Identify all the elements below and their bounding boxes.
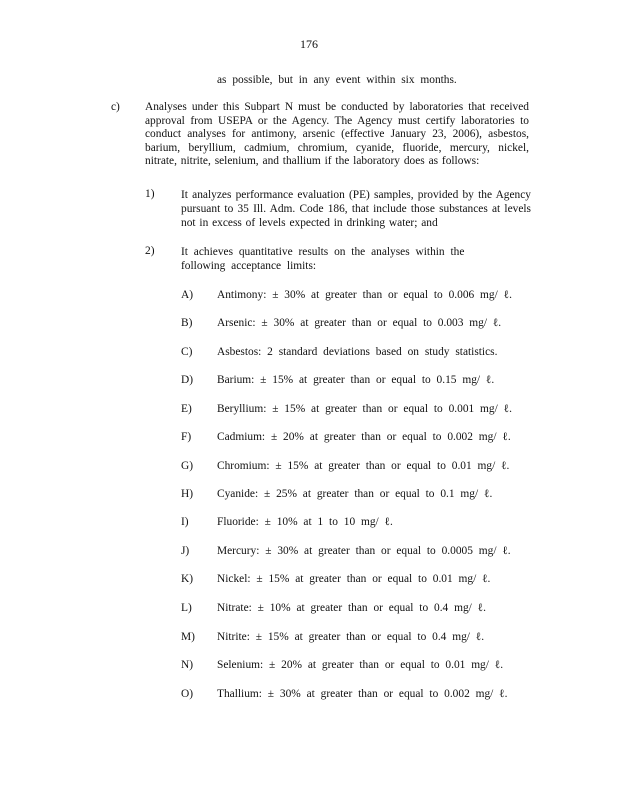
page-number: 176 bbox=[300, 37, 318, 51]
limit-text: Fluoride: ± 10% at 1 to 10 mg/ ℓ. bbox=[217, 516, 393, 528]
limit-text: Antimony: ± 30% at greater than or equal to 0.006 mg/ ℓ. bbox=[217, 289, 512, 301]
item-2-text: It achieves quantitative results on the analyses within the following acceptance limits: bbox=[181, 246, 465, 273]
limit-text: Cadmium: ± 20% at greater than or equal to 0.002 mg/ ℓ. bbox=[217, 431, 511, 443]
item-1-text: It analyzes performance evaluation (PE) samples, provided by the Agency pursuant to 35 Ill. Adm. Code 186, that include those substances at levels not in excess of levels expected in drinking water; and bbox=[181, 189, 531, 230]
limit-thallium bbox=[0, 688, 618, 704]
limit-fluoride bbox=[0, 516, 618, 532]
limit-label: E) bbox=[181, 403, 192, 415]
limit-text: Mercury: ± 30% at greater than or equal to 0.0005 mg/ ℓ. bbox=[217, 545, 511, 557]
limit-chromium bbox=[0, 460, 618, 476]
limit-antimony bbox=[0, 289, 618, 305]
item-2-label: 2) bbox=[145, 245, 155, 257]
limit-label: D) bbox=[181, 374, 194, 386]
section-c-label: c) bbox=[111, 101, 120, 113]
limit-text: Nitrite: ± 15% at greater than or equal to 0.4 mg/ ℓ. bbox=[217, 631, 485, 643]
limit-arsenic bbox=[0, 317, 618, 333]
continuation-text: as possible, but in any event within six months. bbox=[217, 74, 457, 86]
limit-text: Asbestos: 2 standard deviations based on study statistics. bbox=[217, 346, 498, 358]
limit-cadmium bbox=[0, 431, 618, 447]
limit-label: B) bbox=[181, 317, 193, 329]
limit-label: I) bbox=[181, 516, 189, 528]
limit-label: N) bbox=[181, 659, 194, 671]
limit-selenium bbox=[0, 659, 618, 675]
limit-label: C) bbox=[181, 346, 193, 358]
limit-text: Nickel: ± 15% at greater than or equal to 0.01 mg/ ℓ. bbox=[217, 573, 491, 585]
limit-nitrite bbox=[0, 631, 618, 647]
limit-text: Chromium: ± 15% at greater than or equal to 0.01 mg/ ℓ. bbox=[217, 460, 510, 472]
limit-text: Arsenic: ± 30% at greater than or equal to 0.003 mg/ ℓ. bbox=[217, 317, 502, 329]
limit-label: L) bbox=[181, 602, 192, 614]
limit-mercury bbox=[0, 545, 618, 561]
limit-label: M) bbox=[181, 631, 195, 643]
limit-asbestos bbox=[0, 346, 618, 362]
limit-nitrate bbox=[0, 602, 618, 618]
limit-text: Selenium: ± 20% at greater than or equal to 0.01 mg/ ℓ. bbox=[217, 659, 504, 671]
limit-text: Nitrate: ± 10% at greater than or equal to 0.4 mg/ ℓ. bbox=[217, 602, 486, 614]
limit-nickel bbox=[0, 573, 618, 589]
limit-label: A) bbox=[181, 289, 194, 301]
limit-text: Barium: ± 15% at greater than or equal to 0.15 mg/ ℓ. bbox=[217, 374, 495, 386]
limit-text: Cyanide: ± 25% at greater than or equal to 0.1 mg/ ℓ. bbox=[217, 488, 493, 500]
limit-text: Thallium: ± 30% at greater than or equal to 0.002 mg/ ℓ. bbox=[217, 688, 508, 700]
limit-label: G) bbox=[181, 460, 194, 472]
section-c-text: Analyses under this Subpart N must be conducted by laboratories that received approval from USEPA or the Agency. The Agency must certify laboratories to conduct analyses for antimony, arsenic (effective January 23, 2006), asbestos, barium, beryllium, cadmium, chromium, cyanide, fluoride, mercury, nickel, nitrate, nitrite, selenium, and thallium if the laboratory does as follows: bbox=[145, 101, 529, 168]
item-1-label: 1) bbox=[145, 188, 155, 200]
limit-label: K) bbox=[181, 573, 194, 585]
limit-label: O) bbox=[181, 688, 194, 700]
limit-barium bbox=[0, 374, 618, 390]
limit-beryllium bbox=[0, 403, 618, 419]
limit-label: H) bbox=[181, 488, 194, 500]
limit-label: J) bbox=[181, 545, 190, 557]
limit-label: F) bbox=[181, 431, 192, 443]
limit-text: Beryllium: ± 15% at greater than or equal to 0.001 mg/ ℓ. bbox=[217, 403, 512, 415]
limit-cyanide bbox=[0, 488, 618, 504]
